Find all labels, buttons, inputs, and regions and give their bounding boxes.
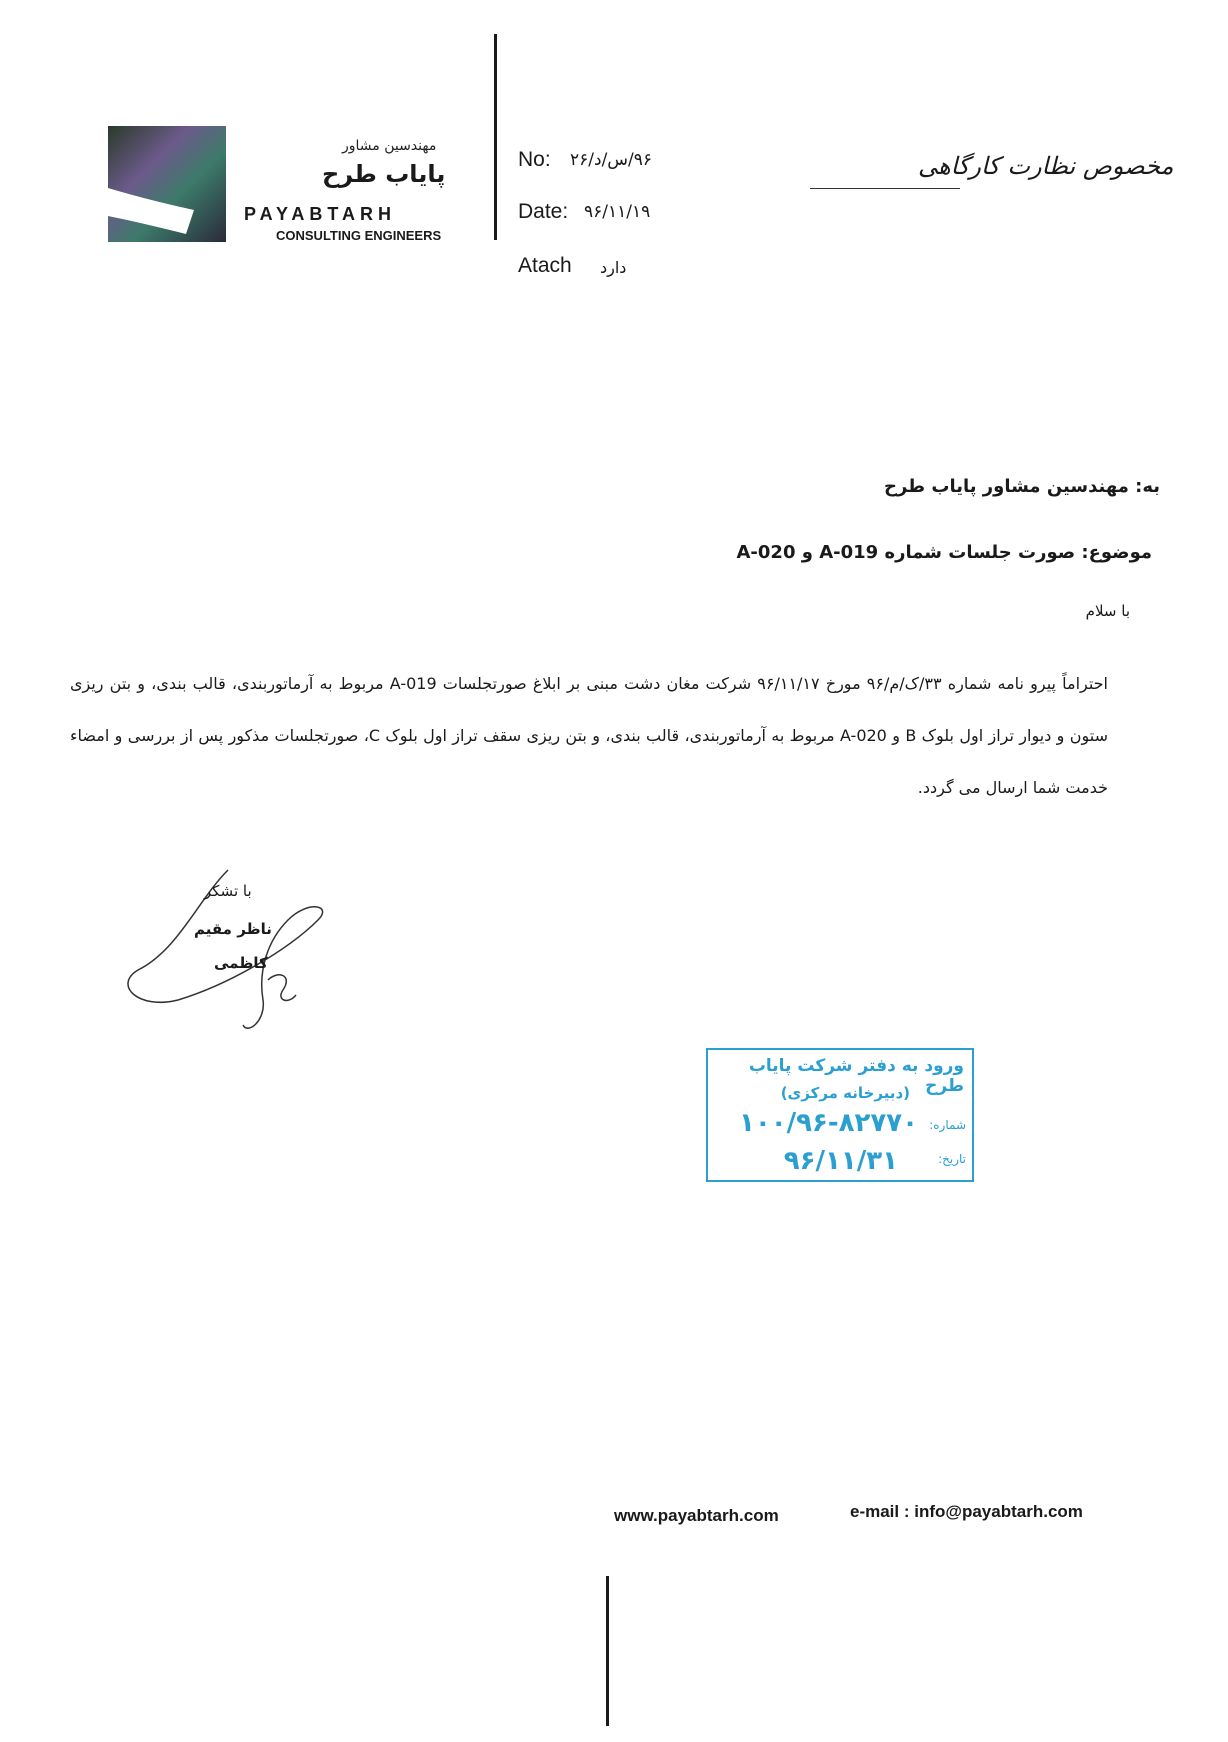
receipt-stamp [706, 1048, 974, 1182]
subject-line: موضوع: صورت جلسات شماره A-019 و A-020 [736, 542, 1152, 563]
firm-name-english: PAYABTARH [244, 204, 397, 224]
stamp-date-value: ۹۶/۱۱/۳۱ [783, 1146, 898, 1176]
stamp-number-value: ۱۰۰/۹۶-۸۲۷۷۰ [739, 1108, 918, 1138]
stamp-title: ورود به دفتر شرکت پایاب طرح [748, 1056, 964, 1096]
stamp-subtitle: (دبیرخانه مرکزی) [780, 1084, 910, 1102]
greeting: با سلام [1085, 602, 1130, 620]
header-divider [494, 34, 497, 240]
letter-date-label: Date: [518, 200, 569, 223]
footer-website: www.payabtarh.com [614, 1506, 779, 1525]
header-note-underline [810, 188, 960, 189]
letter-number-label: No: [518, 148, 551, 171]
company-logo [108, 126, 226, 242]
closing-thanks: با تشکر [204, 882, 252, 900]
letter-number-value: ۹۶/س/د/۲۶ [570, 150, 653, 170]
recipient-line: به: مهندسین مشاور پایاب طرح [884, 476, 1160, 497]
firm-name-persian: پایاب طرح [322, 160, 446, 188]
footer-divider [606, 1576, 609, 1726]
signer-name: کاظمی [214, 954, 268, 972]
attachment-label: Atach [518, 254, 572, 277]
firm-caption: مهندسین مشاور [342, 138, 437, 154]
firm-subtitle: CONSULTING ENGINEERS [276, 228, 442, 243]
stamp-date-label: تاریخ: [938, 1152, 966, 1166]
signer-title: ناظر مقیم [194, 920, 272, 938]
body-paragraph: احتراماً پیرو نامه شماره ۳۳/ک/م/۹۶ مورخ ۹۶/۱۱/۱۷ شرکت مغان دشت مبنی بر ابلاغ صورتجلسات A-019 مربوط به آرماتوربندی، قالب بندی، و بتن ریزی ستون و دیوار تراز اول بلوک B و A-020 مربوط به آرماتوربندی، قالب بندی، و بتن ریزی سقف تراز اول بلوک C، صورتجلسات مذکور پس از بررسی و امضاء خدمت شما ارسال می گردد. [70, 674, 1109, 797]
header-note: مخصوص نظارت کارگاهی [918, 152, 1174, 180]
footer-email: e-mail : info@payabtarh.com [850, 1502, 1083, 1521]
attachment-value: دارد [600, 258, 627, 277]
letter-date-value: ۹۶/۱۱/۱۹ [584, 202, 651, 222]
stamp-number-label: شماره: [929, 1118, 966, 1132]
